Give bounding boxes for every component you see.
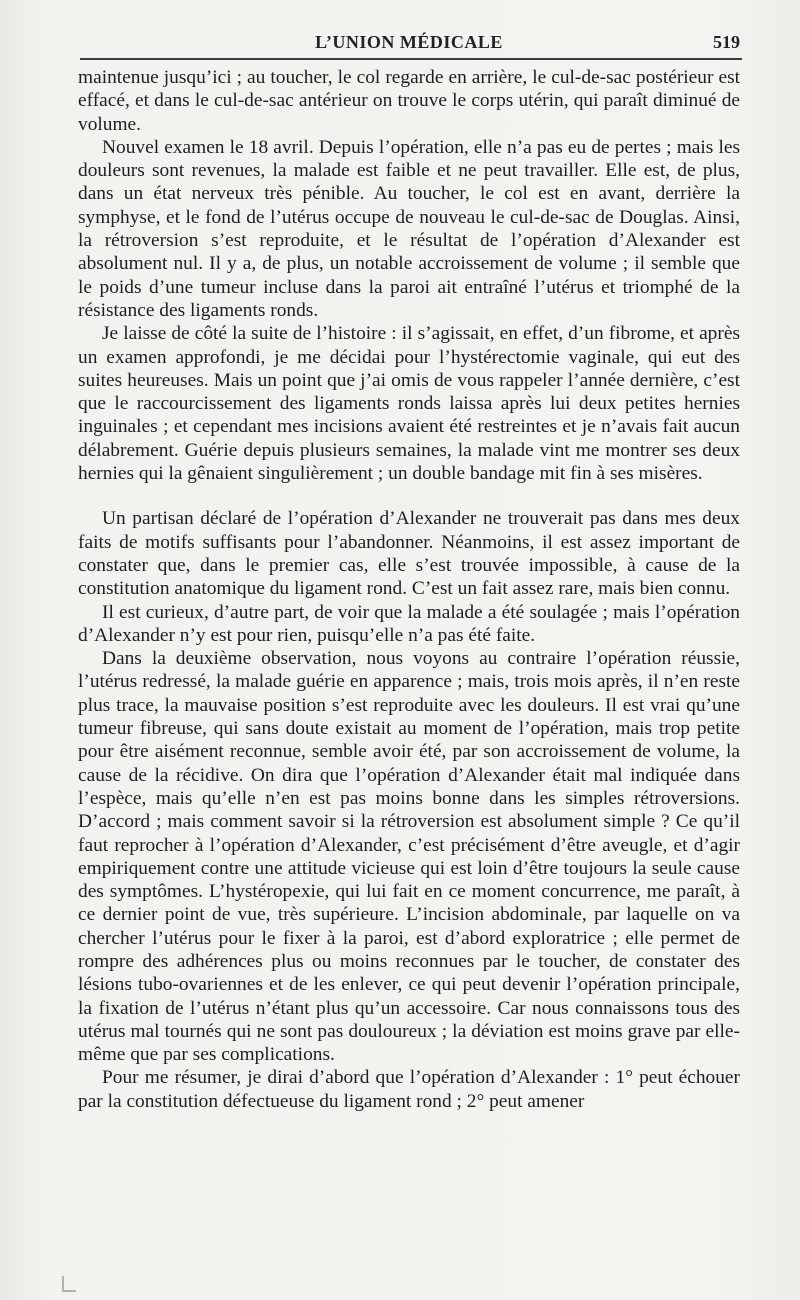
paragraph-curious: Il est curieux, d’autre part, de voir que la malade a été soulagée ; mais l’opération d’Alexander n’y est pour rien, puisqu’elle n’a pas été faite.	[78, 601, 740, 646]
body-text	[78, 66, 740, 1113]
paragraph-second-observation: Dans la deuxième observation, nous voyons au contraire l’opération réussie, l’utérus redressé, la malade guérie en apparence ; mais, trois mois après, il n’en reste plus trace, la mauvaise position s’est reproduite avec les douleurs. Il est vrai qu’une tumeur fibreuse, qui sans doute existait au moment de l’opération, mais trop petite pour être aisément reconnue, semble avoir été, par son accroissement de volume, la cause de la récidive. On dira que l’opération d’Alexander était mal indiquée dans l’espèce, mais qu’elle n’en est pas moins bonne dans les simples rétroversions. D’accord ; mais comment savoir si la rétroversion est absolument simple ? Ce qu’il faut reprocher à l’opération d’Alexander, c’est précisément d’être aveugle, et d’agir empiriquement contre une attitude vicieuse qui est loin d’être toujours la seule cause des symptômes. L’hystéropexie, qui lui fait en ce moment concurrence, me paraît, à ce dernier point de vue, très supérieure. L’incision abdominale, par laquelle on va chercher l’utérus pour le fixer à la paroi, est d’abord exploratrice ; elle permet de rompre des adhérences plus ou moins reconnues par le toucher, de constater des lésions tubo-ovariennes et de les enlever, ce qui peut devenir l’opération principale, la fixation de l’utérus n’étant plus qu’un accessoire. Car nous connaissons tous des utérus mal tournés qui ne sont pas douloureux ; la déviation est moins grave par elle-même que par ses complications.	[78, 648, 740, 1066]
scan-corner-mark	[62, 1276, 76, 1292]
running-header	[78, 28, 740, 58]
journal-title: L’UNION MÉDICALE	[315, 32, 503, 52]
paragraph-second-exam: Nouvel examen le 18 avril. Depuis l’opération, elle n’a pas eu de pertes ; mais les douleurs sont revenues, la malade est faible et ne peut travailler. Elle est, de plus, dans un état nerveux très pénible. Au toucher, le col est en avant, derrière la symphyse, et le fond de l’utérus occupe de nouveau le cul-de-sac de Douglas. Ainsi, la rétroversion s’est reproduite, et le résultat de l’opération d’Alexander est absolument nul. Il y a, de plus, un notable accroissement de volume ; il semble que le poids d’une tumeur incluse dans la paroi ait entraîné l’utérus et triomphé de la résistance des ligaments ronds.	[78, 136, 740, 321]
paragraph-continuation: maintenue jusqu’ici ; au toucher, le col regarde en arrière, le cul-de-sac postérieur est effacé, et dans le cul-de-sac antérieur on trouve le corps utérin, qui paraît diminué de volume.	[78, 67, 740, 135]
header-rule	[80, 58, 742, 60]
paragraph-partisan: Un partisan déclaré de l’opération d’Alexander ne trouverait pas dans mes deux faits de motifs suffisants pour l’abandonner. Néanmoins, il est assez important de constater que, dans le premier cas, elle s’est trouvée impossible, à cause de la constitution anatomique du ligament rond. C’est un fait assez rare, mais bien connu.	[78, 508, 740, 600]
page-number: 519	[713, 32, 740, 52]
paragraph-summary: Pour me résumer, je dirai d’abord que l’opération d’Alexander : 1° peut échouer par la constitution défectueuse du ligament rond ; 2° peut amener	[78, 1067, 740, 1112]
paragraph-history: Je laisse de côté la suite de l’histoire : il s’agissait, en effet, d’un fibrome, et après un examen approfondi, je me décidai pour l’hystérectomie vaginale, qui eut des suites heureuses. Mais un point que j’ai omis de vous rappeler l’année dernière, c’est que le raccourcissement des ligaments ronds laissa après lui deux petites hernies inguinales ; et cependant mes incisions avaient été restreintes et je n’avais fait aucun délabrement. Guérie depuis plusieurs semaines, la malade vint me montrer ses deux hernies qui la gênaient singulièrement ; un double bandage mit fin à ses misères.	[78, 323, 740, 485]
